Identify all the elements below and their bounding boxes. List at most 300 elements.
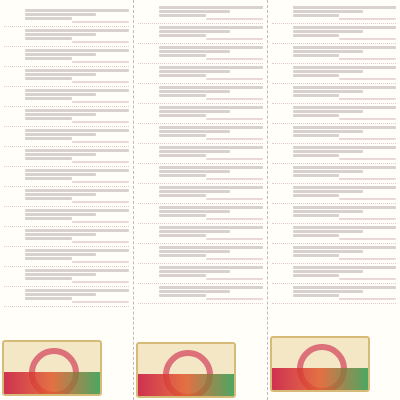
schedule-time (272, 245, 290, 260)
text-placeholder-line (25, 17, 72, 20)
schedule-description (293, 265, 396, 280)
schedule-row (4, 87, 129, 107)
text-placeholder-line (293, 230, 363, 233)
text-placeholder-line (293, 86, 396, 89)
text-placeholder-line (25, 253, 96, 256)
text-placeholder-line (293, 294, 339, 297)
schedule-time (4, 108, 22, 123)
text-placeholder-line (25, 69, 129, 72)
text-placeholder-line (25, 229, 129, 232)
text-placeholder-line (293, 226, 396, 229)
schedule-place (339, 18, 396, 20)
schedule-row (272, 164, 396, 184)
text-placeholder-line (25, 197, 72, 200)
text-placeholder-line (159, 186, 262, 189)
schedule-time (138, 165, 156, 180)
text-placeholder-line (159, 26, 262, 29)
schedule-time (138, 225, 156, 240)
schedule-row (4, 227, 129, 247)
schedule-time (4, 168, 22, 183)
schedule-row (4, 247, 129, 267)
schedule-place (72, 181, 129, 183)
schedule-row (272, 264, 396, 284)
text-placeholder-line (25, 189, 129, 192)
schedule-place (339, 178, 396, 180)
schedule-row (272, 124, 396, 144)
text-placeholder-line (25, 77, 72, 80)
text-placeholder-line (25, 169, 129, 172)
text-placeholder-line (159, 66, 262, 69)
schedule-place (206, 178, 263, 180)
schedule-row (138, 64, 262, 84)
schedule-place (206, 198, 263, 200)
schedule-time (138, 45, 156, 60)
schedule-row (4, 127, 129, 147)
schedule-time (138, 205, 156, 220)
schedule-description (293, 225, 396, 240)
schedule-row (138, 44, 262, 64)
text-placeholder-line (25, 109, 129, 112)
text-placeholder-line (25, 97, 72, 100)
schedule-description (25, 48, 129, 63)
text-placeholder-line (159, 94, 205, 97)
text-placeholder-line (25, 133, 96, 136)
schedule-description (293, 65, 396, 80)
text-placeholder-line (159, 174, 205, 177)
schedule-row (4, 187, 129, 207)
schedule-place (339, 58, 396, 60)
schedule-time (272, 225, 290, 240)
schedule-time (138, 105, 156, 120)
text-placeholder-line (25, 93, 96, 96)
text-placeholder-line (25, 293, 96, 296)
text-placeholder-line (25, 153, 96, 156)
text-placeholder-line (25, 297, 72, 300)
schedule-place (339, 218, 396, 220)
schedule-description (159, 145, 262, 160)
text-placeholder-line (159, 54, 205, 57)
text-placeholder-line (293, 154, 339, 157)
text-placeholder-line (293, 286, 396, 289)
text-placeholder-line (293, 10, 363, 13)
text-placeholder-line (159, 30, 229, 33)
schedule-description (159, 265, 262, 280)
text-placeholder-line (293, 190, 363, 193)
text-placeholder-line (159, 266, 262, 269)
schedule-place (339, 138, 396, 140)
schedule-place (72, 21, 129, 23)
schedule-place (72, 221, 129, 223)
text-placeholder-line (293, 270, 363, 273)
text-placeholder-line (25, 73, 96, 76)
schedule-row (138, 24, 262, 44)
text-placeholder-line (159, 10, 229, 13)
schedule-place (72, 41, 129, 43)
schedule-row (138, 264, 262, 284)
schedule-description (293, 125, 396, 140)
text-placeholder-line (293, 274, 339, 277)
schedule-row (138, 144, 262, 164)
schedule-time (272, 145, 290, 160)
text-placeholder-line (293, 70, 363, 73)
schedule-place (339, 278, 396, 280)
text-placeholder-line (293, 130, 363, 133)
schedule-place (206, 158, 263, 160)
text-placeholder-line (293, 26, 396, 29)
schedule-list (272, 4, 396, 304)
schedule-description (25, 288, 129, 303)
text-placeholder-line (25, 217, 72, 220)
schedule-time (272, 165, 290, 180)
schedule-place (72, 161, 129, 163)
text-placeholder-line (159, 126, 262, 129)
schedule-row (4, 287, 129, 307)
poster-band (272, 368, 368, 390)
text-placeholder-line (159, 190, 229, 193)
schedule-description (293, 165, 396, 180)
schedule-row (4, 27, 129, 47)
schedule-place (72, 201, 129, 203)
schedule-time (272, 205, 290, 220)
text-placeholder-line (293, 234, 339, 237)
text-placeholder-line (25, 289, 129, 292)
text-placeholder-line (159, 146, 262, 149)
text-placeholder-line (25, 273, 96, 276)
schedule-time (272, 85, 290, 100)
text-placeholder-line (293, 106, 396, 109)
schedule-description (25, 168, 129, 183)
text-placeholder-line (159, 50, 229, 53)
schedule-place (206, 78, 263, 80)
text-placeholder-line (293, 266, 396, 269)
text-placeholder-line (159, 210, 229, 213)
schedule-row (138, 124, 262, 144)
schedule-place (206, 98, 263, 100)
schedule-row (4, 67, 129, 87)
schedule-description (159, 25, 262, 40)
text-placeholder-line (293, 290, 363, 293)
schedule-place (206, 218, 263, 220)
text-placeholder-line (159, 134, 205, 137)
text-placeholder-line (159, 90, 229, 93)
text-placeholder-line (293, 46, 396, 49)
schedule-time (272, 125, 290, 140)
text-placeholder-line (25, 129, 129, 132)
schedule-time (4, 88, 22, 103)
text-placeholder-line (293, 90, 363, 93)
schedule-place (206, 258, 263, 260)
schedule-place (206, 278, 263, 280)
schedule-time (4, 128, 22, 143)
schedule-row (138, 84, 262, 104)
schedule-row (272, 104, 396, 124)
schedule-row (4, 147, 129, 167)
schedule-row (4, 7, 129, 27)
schedule-description (293, 5, 396, 20)
schedule-place (72, 61, 129, 63)
schedule-time (4, 228, 22, 243)
text-placeholder-line (293, 126, 396, 129)
text-placeholder-line (159, 150, 229, 153)
schedule-list (138, 4, 262, 304)
text-placeholder-line (25, 173, 96, 176)
text-placeholder-line (159, 170, 229, 173)
schedule-row (138, 244, 262, 264)
schedule-description (293, 145, 396, 160)
schedule-description (159, 245, 262, 260)
schedule-description (293, 245, 396, 260)
text-placeholder-line (159, 214, 205, 217)
text-placeholder-line (293, 250, 363, 253)
text-placeholder-line (293, 150, 363, 153)
text-placeholder-line (25, 89, 129, 92)
text-placeholder-line (293, 254, 339, 257)
schedule-time (138, 285, 156, 300)
schedule-description (25, 248, 129, 263)
festival-poster (136, 342, 236, 398)
text-placeholder-line (159, 194, 205, 197)
text-placeholder-line (25, 157, 72, 160)
schedule-row (138, 224, 262, 244)
schedule-place (206, 298, 263, 300)
schedule-row (4, 167, 129, 187)
text-placeholder-line (293, 50, 363, 53)
text-placeholder-line (293, 30, 363, 33)
schedule-description (25, 128, 129, 143)
text-placeholder-line (293, 186, 396, 189)
schedule-description (25, 228, 129, 243)
schedule-place (72, 241, 129, 243)
text-placeholder-line (25, 257, 72, 260)
schedule-description (25, 68, 129, 83)
schedule-description (159, 5, 262, 20)
text-placeholder-line (293, 34, 339, 37)
schedule-time (138, 85, 156, 100)
schedule-description (25, 108, 129, 123)
text-placeholder-line (25, 57, 72, 60)
schedule-description (159, 125, 262, 140)
text-placeholder-line (293, 194, 339, 197)
column-middle (133, 0, 266, 400)
text-placeholder-line (293, 74, 339, 77)
schedule-time (138, 65, 156, 80)
schedule-place (206, 238, 263, 240)
schedule-place (206, 138, 263, 140)
schedule-time (4, 248, 22, 263)
schedule-place (339, 38, 396, 40)
text-placeholder-line (159, 46, 262, 49)
text-placeholder-line (159, 106, 262, 109)
schedule-time (138, 245, 156, 260)
text-placeholder-line (293, 66, 396, 69)
text-placeholder-line (159, 294, 205, 297)
schedule-place (72, 261, 129, 263)
schedule-row (272, 224, 396, 244)
schedule-description (159, 65, 262, 80)
schedule-list (4, 7, 129, 307)
text-placeholder-line (25, 9, 129, 12)
schedule-place (339, 118, 396, 120)
text-placeholder-line (159, 14, 205, 17)
schedule-place (72, 141, 129, 143)
schedule-row (4, 47, 129, 67)
schedule-description (159, 185, 262, 200)
schedule-place (339, 158, 396, 160)
text-placeholder-line (293, 6, 396, 9)
festival-poster (270, 336, 370, 392)
schedule-row (138, 164, 262, 184)
schedule-time (4, 48, 22, 63)
schedule-place (339, 98, 396, 100)
text-placeholder-line (293, 206, 396, 209)
schedule-row (4, 107, 129, 127)
poster-band (4, 372, 100, 394)
schedule-place (72, 121, 129, 123)
schedule-time (272, 285, 290, 300)
schedule-row (272, 24, 396, 44)
schedule-description (293, 285, 396, 300)
text-placeholder-line (293, 170, 363, 173)
text-placeholder-line (159, 70, 229, 73)
schedule-time (138, 5, 156, 20)
text-placeholder-line (293, 54, 339, 57)
text-placeholder-line (159, 114, 205, 117)
schedule-row (138, 284, 262, 304)
schedule-description (25, 268, 129, 283)
text-placeholder-line (293, 214, 339, 217)
text-placeholder-line (159, 6, 262, 9)
text-placeholder-line (159, 34, 205, 37)
schedule-row (138, 184, 262, 204)
schedule-place (339, 78, 396, 80)
text-placeholder-line (159, 274, 205, 277)
text-placeholder-line (293, 174, 339, 177)
text-placeholder-line (293, 246, 396, 249)
schedule-description (159, 165, 262, 180)
schedule-description (159, 205, 262, 220)
text-placeholder-line (293, 166, 396, 169)
text-placeholder-line (25, 113, 96, 116)
text-placeholder-line (293, 14, 339, 17)
text-placeholder-line (293, 146, 396, 149)
text-placeholder-line (25, 137, 72, 140)
text-placeholder-line (25, 213, 96, 216)
schedule-time (272, 45, 290, 60)
schedule-description (159, 105, 262, 120)
schedule-time (138, 185, 156, 200)
text-placeholder-line (159, 110, 229, 113)
text-placeholder-line (25, 29, 129, 32)
schedule-row (4, 207, 129, 227)
text-placeholder-line (159, 254, 205, 257)
text-placeholder-line (293, 114, 339, 117)
text-placeholder-line (293, 210, 363, 213)
text-placeholder-line (25, 277, 72, 280)
text-placeholder-line (159, 226, 262, 229)
schedule-place (339, 198, 396, 200)
text-placeholder-line (159, 234, 205, 237)
schedule-time (272, 105, 290, 120)
text-placeholder-line (25, 33, 96, 36)
text-placeholder-line (159, 86, 262, 89)
schedule-time (4, 208, 22, 223)
text-placeholder-line (25, 269, 129, 272)
schedule-time (272, 265, 290, 280)
schedule-time (4, 288, 22, 303)
schedule-place (72, 81, 129, 83)
schedule-row (272, 144, 396, 164)
schedule-place (339, 258, 396, 260)
text-placeholder-line (25, 37, 72, 40)
text-placeholder-line (25, 49, 129, 52)
schedule-description (25, 28, 129, 43)
schedule-time (272, 5, 290, 20)
schedule-time (4, 188, 22, 203)
text-placeholder-line (25, 233, 96, 236)
text-placeholder-line (159, 130, 229, 133)
text-placeholder-line (159, 230, 229, 233)
schedule-description (293, 45, 396, 60)
schedule-place (206, 18, 263, 20)
text-placeholder-line (159, 286, 262, 289)
schedule-row (272, 204, 396, 224)
schedule-place (206, 58, 263, 60)
text-placeholder-line (25, 177, 72, 180)
schedule-row (138, 104, 262, 124)
schedule-row (272, 184, 396, 204)
schedule-row (4, 267, 129, 287)
schedule-description (25, 208, 129, 223)
schedule-time (272, 25, 290, 40)
schedule-row (272, 4, 396, 24)
schedule-time (272, 185, 290, 200)
text-placeholder-line (25, 237, 72, 240)
festival-poster (2, 340, 102, 396)
text-placeholder-line (293, 94, 339, 97)
schedule-description (293, 205, 396, 220)
schedule-place (339, 238, 396, 240)
text-placeholder-line (293, 110, 363, 113)
schedule-place (206, 38, 263, 40)
text-placeholder-line (159, 74, 205, 77)
schedule-row (138, 204, 262, 224)
schedule-time (4, 268, 22, 283)
text-placeholder-line (159, 166, 262, 169)
text-placeholder-line (25, 53, 96, 56)
text-placeholder-line (25, 117, 72, 120)
text-placeholder-line (293, 134, 339, 137)
schedule-description (25, 148, 129, 163)
schedule-place (339, 298, 396, 300)
schedule-place (72, 101, 129, 103)
schedule-description (25, 188, 129, 203)
schedule-description (293, 105, 396, 120)
schedule-row (272, 44, 396, 64)
text-placeholder-line (25, 209, 129, 212)
schedule-row (272, 64, 396, 84)
schedule-description (293, 85, 396, 100)
schedule-row (272, 284, 396, 304)
text-placeholder-line (159, 250, 229, 253)
text-placeholder-line (159, 290, 229, 293)
schedule-description (159, 45, 262, 60)
text-placeholder-line (159, 154, 205, 157)
schedule-place (206, 118, 263, 120)
text-placeholder-line (25, 149, 129, 152)
schedule-row (138, 4, 262, 24)
schedule-time (138, 25, 156, 40)
schedule-place (72, 281, 129, 283)
